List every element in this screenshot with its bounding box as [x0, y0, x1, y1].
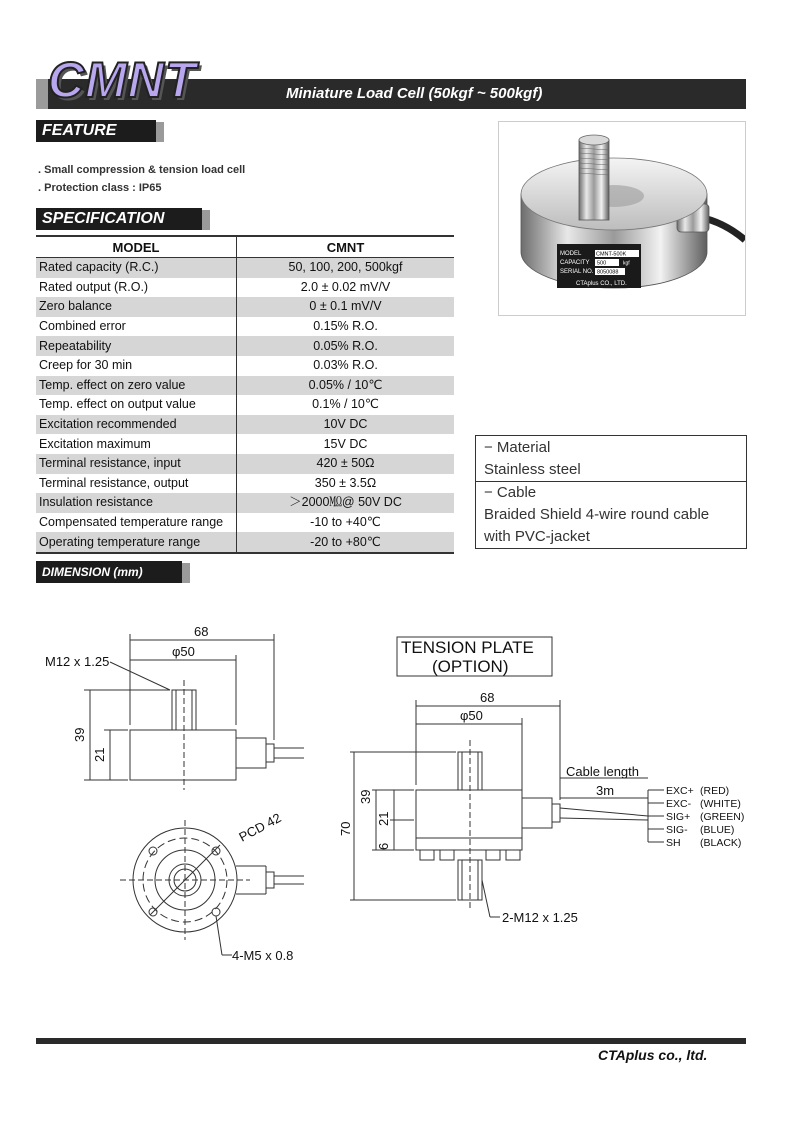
dimension-drawing	[0, 600, 794, 980]
spec-label: Temp. effect on output value	[39, 397, 196, 412]
table-row	[36, 493, 454, 513]
table-row	[36, 454, 454, 474]
dim-39-right: 39	[358, 789, 373, 804]
cable-value-1: Braided Shield 4-wire round cable	[484, 506, 710, 523]
brand-logo: CMNT	[48, 52, 197, 108]
table-row	[36, 395, 454, 415]
spec-label: Creep for 30 min	[39, 358, 133, 373]
wire-color: (GREEN)	[700, 811, 745, 823]
spec-value: -10 to +40℃	[237, 513, 455, 533]
footer-bar	[36, 1038, 746, 1044]
dim-50-right: φ50	[460, 708, 483, 723]
spec-value: 0 ± 0.1 mV/V	[237, 297, 455, 317]
spec-value: 0.15% R.O.	[237, 317, 455, 337]
spec-label: Repeatability	[36, 336, 237, 356]
wire-sig: SH	[666, 837, 681, 849]
specification-heading: SPECIFICATION	[36, 208, 202, 230]
spec-label: Operating temperature range	[36, 532, 237, 553]
feature-item-2: . Protection class : IP65	[38, 182, 162, 194]
dim-70: 70	[338, 821, 353, 836]
dim-6: 6	[376, 842, 391, 850]
spec-value: -20 to +80℃	[237, 532, 455, 553]
feature-item-1: . Small compression & tension load cell	[38, 164, 246, 176]
wire-sig: SIG-	[666, 824, 688, 836]
spec-value: 15V DC	[237, 434, 455, 454]
wire-color: (BLACK)	[700, 837, 742, 849]
material-box	[475, 435, 747, 549]
table-row	[36, 297, 454, 317]
spec-label: Insulation resistance	[36, 493, 237, 513]
spec-value: 50, 100, 200, 500kgf	[237, 258, 455, 278]
wire-sig: EXC-	[666, 798, 692, 810]
table-row	[36, 336, 454, 356]
cable-length-label: Cable length	[566, 764, 639, 779]
dim-21-left: 21	[92, 747, 107, 762]
table-row	[36, 317, 454, 337]
dim-68-right: 68	[480, 690, 495, 705]
dim-68-left: 68	[194, 624, 209, 639]
spec-label: Terminal resistance, output	[39, 475, 189, 490]
wire-color: (WHITE)	[700, 798, 741, 810]
table-row	[36, 532, 454, 553]
spec-label: Temp. effect on zero value	[36, 376, 237, 396]
dim-50-left: φ50	[172, 644, 195, 659]
spec-value: 0.03% R.O.	[237, 356, 455, 376]
table-row	[36, 356, 454, 376]
spec-label: Rated output (R.O.)	[39, 279, 149, 294]
dim-thread-right: 2-M12 x 1.25	[502, 910, 578, 925]
photo-label-model: MODEL	[560, 251, 582, 257]
spec-col-model: MODEL	[36, 236, 237, 258]
spec-label: Terminal resistance, input	[36, 454, 237, 474]
photo-capacity-value: 500	[597, 260, 607, 267]
photo-maker: CTAplus CO., LTD.	[576, 281, 627, 287]
table-row	[36, 278, 454, 298]
wire-color: (RED)	[700, 785, 730, 797]
wire-sig: EXC+	[666, 785, 694, 797]
table-row	[36, 258, 454, 278]
photo-label-serial: SERIAL NO.	[560, 269, 594, 275]
spec-label: Combined error	[39, 319, 126, 334]
spec-label: Compensated temperature range	[39, 515, 224, 530]
spec-label: Excitation maximum	[39, 436, 151, 451]
dim-21-right: 21	[376, 811, 391, 826]
material-label: − Material	[484, 439, 551, 456]
header-bar-shade	[36, 79, 48, 109]
footer-company: CTAplus co., ltd.	[598, 1047, 708, 1063]
specification-table	[36, 235, 454, 554]
spec-value: 420 ± 50Ω	[237, 454, 455, 474]
spec-label: Excitation recommended	[36, 415, 237, 435]
spec-value: 0.05% R.O.	[237, 336, 455, 356]
table-row	[36, 376, 454, 396]
material-value: Stainless steel	[484, 461, 581, 478]
page-title: Miniature Load Cell (50kgf ~ 500kgf)	[286, 85, 543, 102]
spec-header-row	[36, 236, 454, 258]
spec-value: ＞2000㏁@ 50V DC	[237, 493, 455, 513]
dimension-heading: DIMENSION (mm)	[36, 561, 182, 583]
table-row	[36, 474, 454, 494]
photo-label-capacity: CAPACITY	[560, 260, 590, 266]
table-row	[36, 434, 454, 454]
tension-title-2: (OPTION)	[432, 657, 509, 676]
spec-value: 350 ± 3.5Ω	[237, 474, 455, 494]
table-row	[36, 513, 454, 533]
spec-value: 2.0 ± 0.02 mV/V	[237, 278, 455, 298]
spec-value: 0.05% / 10℃	[237, 376, 455, 396]
load-cell-illustration	[499, 122, 745, 315]
dim-39-left: 39	[72, 727, 87, 742]
table-row	[36, 415, 454, 435]
spec-label: Rated capacity (R.C.)	[36, 258, 237, 278]
cable-value-2: with PVC-jacket	[484, 528, 590, 545]
spec-value: 10V DC	[237, 415, 455, 435]
photo-serial-value: 8050088	[597, 269, 619, 276]
wire-sig: SIG+	[666, 811, 691, 823]
spec-col-value: CMNT	[237, 236, 455, 258]
photo-model-value: CMNT-500K	[596, 251, 627, 258]
cable-label: − Cable	[484, 484, 537, 501]
dim-pcd: PCD 42	[236, 810, 284, 845]
wire-color: (BLUE)	[700, 824, 735, 836]
spec-value: 0.1% / 10℃	[237, 395, 455, 415]
dim-thread-left: M12 x 1.25	[45, 654, 110, 669]
photo-capacity-unit: kgf	[623, 260, 630, 267]
cable-length-value: 3m	[596, 783, 615, 798]
tension-title-1: TENSION PLATE	[401, 638, 534, 657]
spec-label: Zero balance	[36, 297, 237, 317]
feature-heading: FEATURE	[36, 120, 156, 142]
product-photo	[498, 121, 746, 316]
dim-holes: 4-M5 x 0.8	[232, 948, 294, 963]
